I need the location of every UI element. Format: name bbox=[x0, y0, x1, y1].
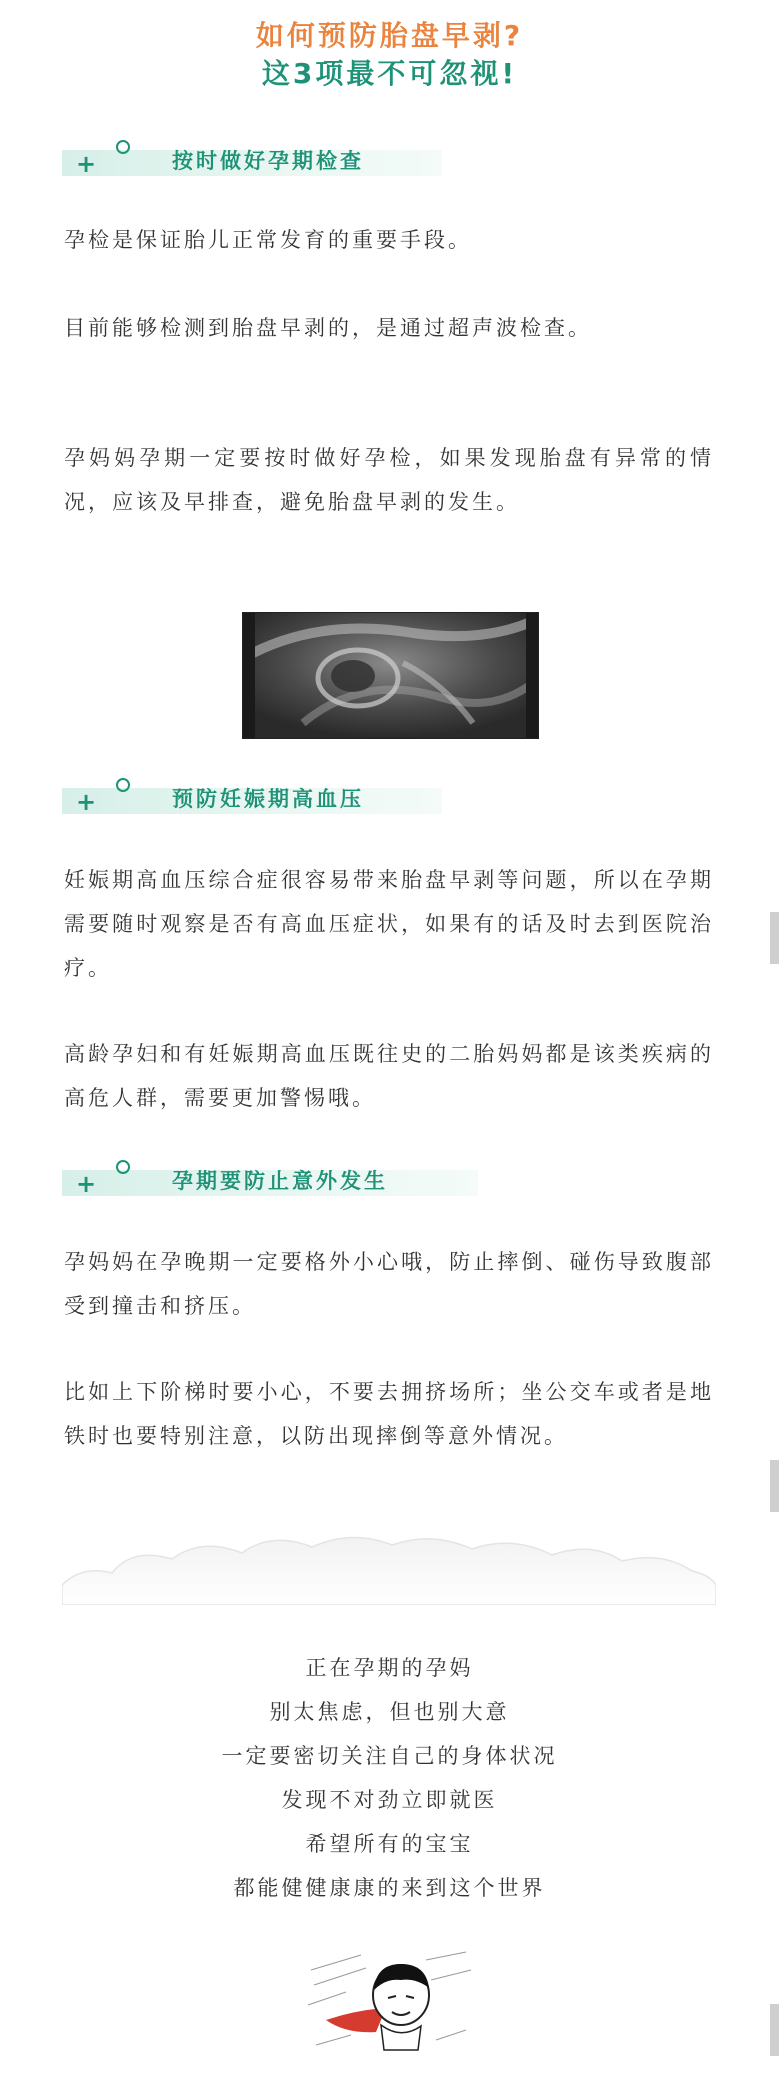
section-title: 预防妊娠期高血压 bbox=[172, 787, 364, 811]
title-line-2: 这3项最不可忽视! bbox=[261, 57, 518, 90]
paragraph: 孕妈妈在孕晚期一定要格外小心哦，防止摔倒、碰伤导致腹部受到撞击和挤压。 bbox=[64, 1250, 714, 1318]
plus-icon: + bbox=[76, 150, 97, 178]
paragraph: 比如上下阶梯时要小心，不要去拥挤场所；坐公交车或者是地铁时也要特别注意，以防出现摔倒等意外情况。 bbox=[64, 1380, 714, 1448]
title-line-1: 如何预防胎盘早剥? bbox=[255, 19, 524, 52]
section-title: 孕期要防止意外发生 bbox=[172, 1169, 388, 1193]
paragraph: 高龄孕妇和有妊娠期高血压既往史的二胎妈妈都是该类疾病的高危人群，需要更加警惕哦。 bbox=[64, 1042, 714, 1110]
circle-icon bbox=[116, 140, 130, 154]
paragraph: 孕妈妈孕期一定要按时做好孕检，如果发现胎盘有异常的情况，应该及早排查，避免胎盘早剥的发生。 bbox=[64, 446, 714, 514]
closing-line: 希望所有的宝宝 bbox=[305, 1832, 474, 1856]
scroll-marker bbox=[770, 2004, 779, 2056]
paragraph: 目前能够检测到胎盘早剥的，是通过超声波检查。 bbox=[64, 316, 592, 340]
plus-icon: + bbox=[76, 788, 97, 816]
scroll-marker bbox=[770, 912, 779, 964]
ultrasound-image bbox=[242, 612, 539, 739]
closing-line: 都能健健康康的来到这个世界 bbox=[233, 1876, 546, 1900]
closing-line: 一定要密切关注自己的身体状况 bbox=[221, 1744, 558, 1768]
paragraph: 孕检是保证胎儿正常发育的重要手段。 bbox=[64, 228, 472, 252]
scroll-marker bbox=[770, 1460, 779, 1512]
closing-line: 正在孕期的孕妈 bbox=[305, 1656, 474, 1680]
meme-image bbox=[306, 1950, 472, 2060]
cloud-divider bbox=[62, 1525, 716, 1605]
paragraph: 妊娠期高血压综合症很容易带来胎盘早剥等问题，所以在孕期需要随时观察是否有高血压症状，如果有的话及时去到医院治疗。 bbox=[64, 868, 714, 980]
plus-icon: + bbox=[76, 1170, 97, 1198]
circle-icon bbox=[116, 778, 130, 792]
closing-line: 别太焦虑，但也别大意 bbox=[269, 1700, 510, 1724]
circle-icon bbox=[116, 1160, 130, 1174]
section-title: 按时做好孕期检查 bbox=[172, 149, 364, 173]
closing-line: 发现不对劲立即就医 bbox=[281, 1788, 498, 1812]
